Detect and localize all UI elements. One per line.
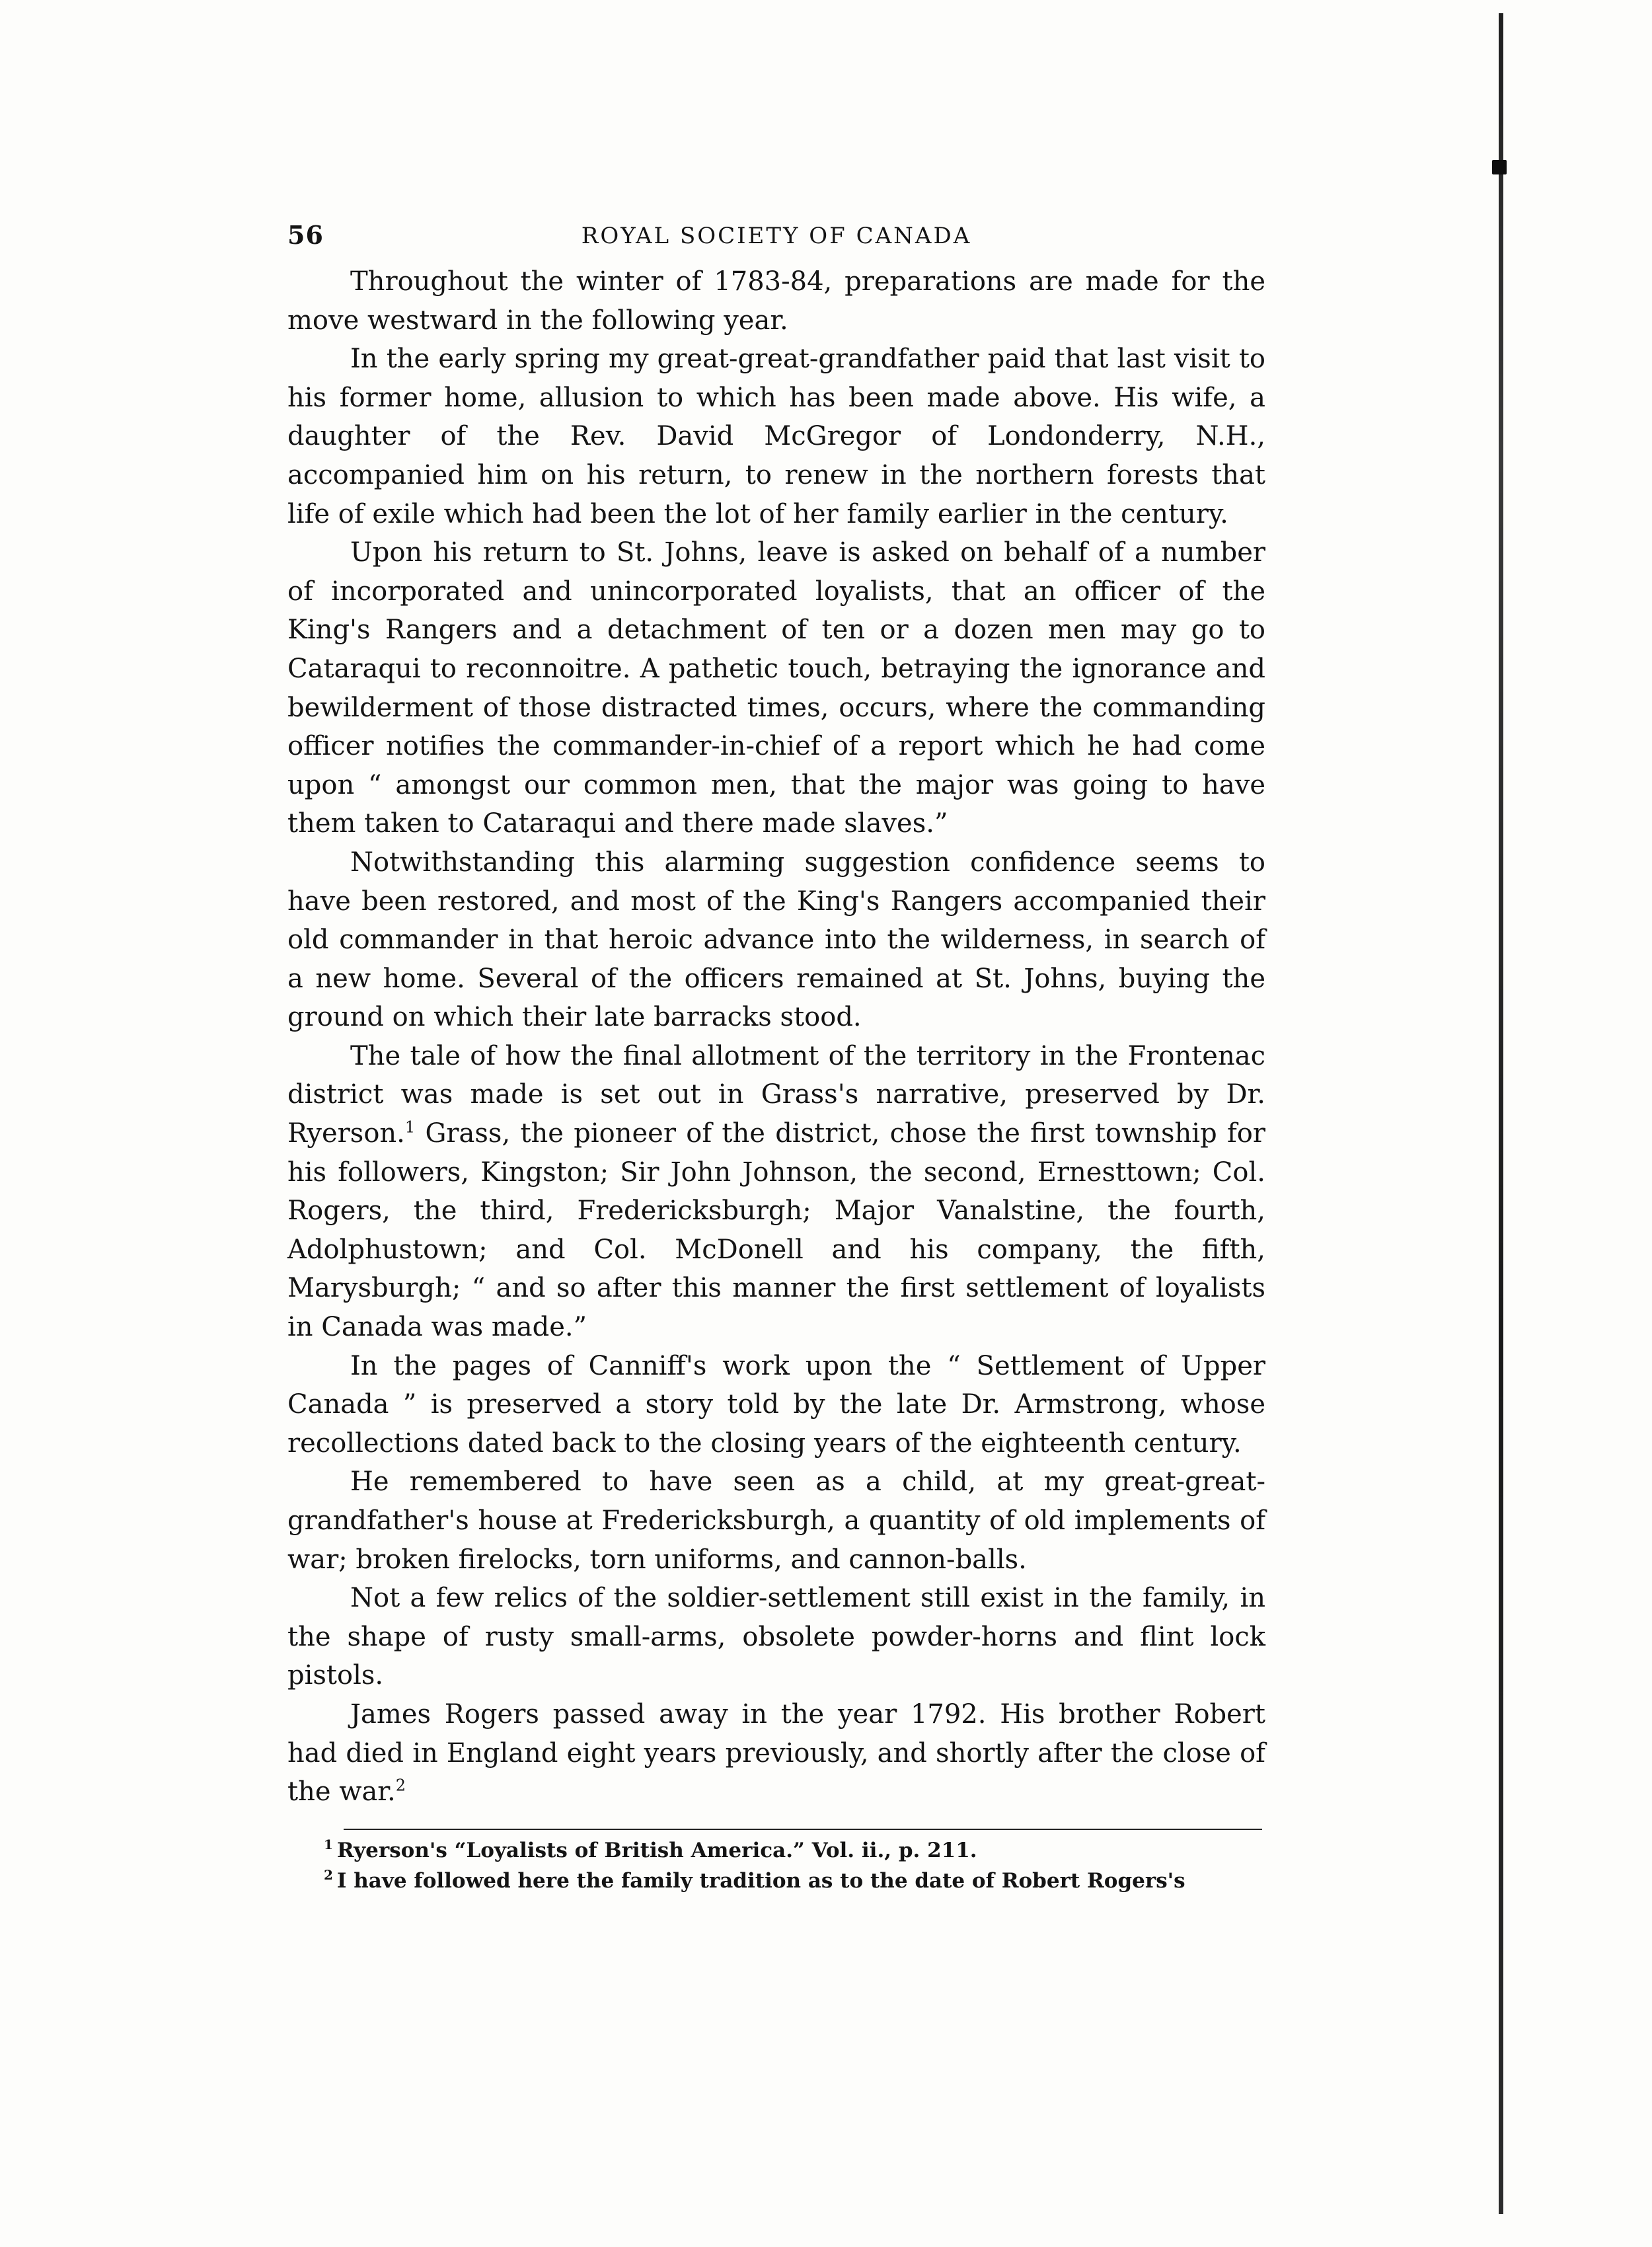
book-page: [287, 215, 1265, 2131]
paragraph: Throughout the winter of 1783-84, preparations are made for the move westward in the following year.: [287, 266, 1265, 336]
footnote: [287, 1835, 1265, 1866]
footnote-number: 1: [324, 1837, 333, 1853]
paragraph: [287, 1037, 1265, 1347]
page-number: 56: [287, 220, 324, 250]
footnotes: [287, 1835, 1265, 1896]
footnote-reference: 2: [395, 1776, 406, 1795]
footnote-text: Ryerson's “Loyalists of British America.” Vol. ii., p. 211.: [336, 1838, 977, 1862]
paragraph: In the early spring my great-great-grandfather paid that last visit to his former home, allusion to which has been made above. His wife, a daughter of the Rev. David McGregor of Londonderry, N.H., accompanied him on his return, to renew in the northern forests that life of exile which had been the lot of her family earlier in the century.: [287, 344, 1265, 529]
running-head: ROYAL SOCIETY OF CANADA: [581, 223, 972, 249]
footnote: [287, 1866, 1265, 1896]
paragraph-text: The tale of how the final allotment of the territory in the Frontenac district was made is set out in Grass's narrative, preserved by Dr. Ryerson.: [287, 1040, 1265, 1149]
paragraph: In the pages of Canniff's work upon the “ Settlement of Upper Canada ” is preserved a story told by the late Dr. Armstrong, whose recollections dated back to the closing years of the eighteenth century.: [287, 1350, 1265, 1459]
paragraph-text: James Rogers passed away in the year 1792. His brother Robert had died in England eight years previously, and shortly after the close of the war.: [287, 1698, 1265, 1808]
footnote-text: I have followed here the family tradition as to the date of Robert Rogers's: [336, 1868, 1185, 1893]
body-text: [287, 262, 1265, 1811]
paragraph-text: Grass, the pioneer of the district, chose the first township for his followers, Kingston; Sir John Johnson, the second, Ernesttown; Col. Rogers, the third, Fredericksburgh; Major Vanalstine, the fourth, Adolphustown; and Col. McDonell and his company, the fifth, Marysburgh; “ and so after this manner the first settlement of loyalists in Canada was made.”: [287, 1118, 1265, 1343]
scan-edge-mark: [1492, 160, 1507, 174]
footnote-divider: [344, 1829, 1262, 1830]
footnote-number: 2: [324, 1867, 333, 1884]
footnote-reference: 1: [404, 1118, 416, 1137]
paragraph: Notwithstanding this alarming suggestion confidence seems to have been restored, and most of the King's Rangers accompanied their old commander in that heroic advance into the wilderness, in search of a new home. Several of the officers remained at St. Johns, buying the ground on which their late barracks stood.: [287, 847, 1265, 1033]
page-header: [287, 215, 1265, 261]
paragraph: [287, 1695, 1265, 1811]
paragraph: He remembered to have seen as a child, at my great-great-grandfather's house at Fredericksburgh, a quantity of old implements of war; broken firelocks, torn uniforms, and cannon-balls.: [287, 1466, 1265, 1575]
paragraph: Not a few relics of the soldier-settlement still exist in the family, in the shape of rusty small-arms, obsolete powder-horns and flint lock pistols.: [287, 1583, 1265, 1691]
paragraph: Upon his return to St. Johns, leave is asked on behalf of a number of incorporated and unincorporated loyalists, that an officer of the King's Rangers and a detachment of ten or a dozen men may go to Cataraqui to reconnoitre. A pathetic touch, betraying the ignorance and bewilderment of those distracted times, occurs, where the commanding officer notifies the commander-in-chief of a report which he had come upon “ amongst our common men, that the major was going to have them taken to Cataraqui and there made slaves.”: [287, 537, 1265, 839]
scan-edge-line: [1499, 13, 1503, 2214]
